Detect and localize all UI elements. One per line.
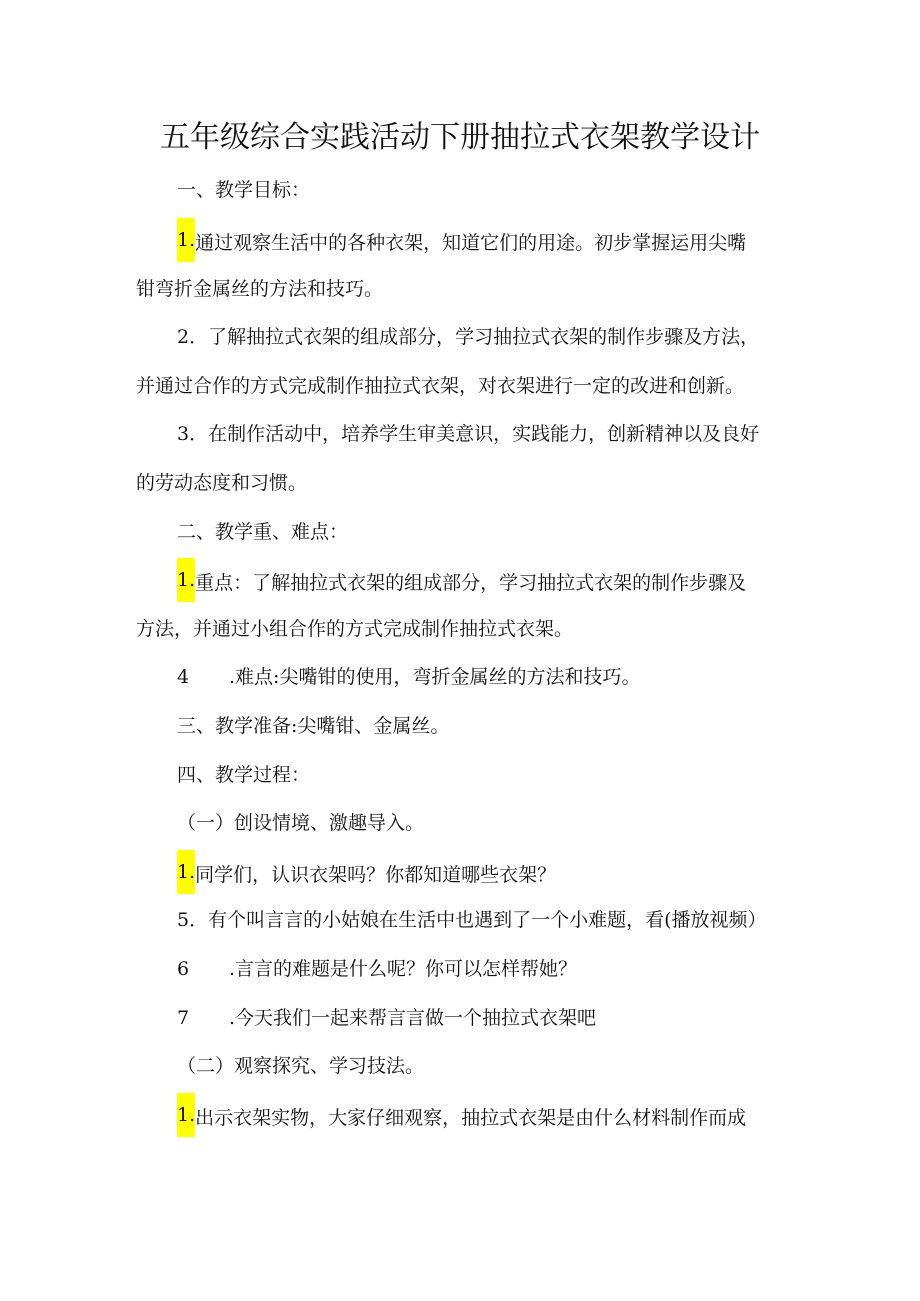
process-item-5: 5．有个叫言言的小姑娘在生活中也遇到了一个小难题，看(播放视频） <box>177 909 767 931</box>
key-point-2 <box>177 663 640 691</box>
subsection-heading-2: （二）观察探究、学习技法。 <box>177 1055 425 1077</box>
objective-3-line-1: 3．在制作活动中，培养学生审美意识，实践能力，创新精神以及良好 <box>177 423 760 445</box>
objective-3-line-2: 的劳动态度和习惯。 <box>136 472 308 494</box>
list-number-highlighted: 1. <box>177 850 195 894</box>
list-number-highlighted: 1. <box>177 218 195 262</box>
section-heading-process: 四、教学过程： <box>177 764 311 786</box>
section-heading-preparation: 三、教学准备:尖嘴钳、金属丝。 <box>177 715 450 737</box>
key-point-1-line-2: 方法，并通过小组合作的方式完成制作抽拉式衣架。 <box>136 618 574 640</box>
list-number: 6 <box>177 958 190 980</box>
process-item-7 <box>177 1004 596 1032</box>
observe-item-1-text: 出示衣架实物，大家仔细观察，抽拉式衣架是由什么材料制作而成 <box>195 1107 747 1129</box>
objective-1-text: 通过观察生活中的各种衣架，知道它们的用途。初步掌握运用尖嘴 <box>195 232 747 254</box>
section-heading-key-points: 二、教学重、难点： <box>177 521 349 543</box>
objective-2-line-1: 2．了解抽拉式衣架的组成部分，学习抽拉式衣架的制作步骤及方法， <box>177 326 760 348</box>
list-number: 7 <box>177 1007 190 1029</box>
key-point-2-text: .难点:尖嘴钳的使用，弯折金属丝的方法和技巧。 <box>229 666 641 688</box>
objective-1-line-2: 钳弯折金属丝的方法和技巧。 <box>136 278 384 300</box>
process-item-1 <box>177 858 556 894</box>
key-point-1-line-1 <box>177 566 746 602</box>
process-item-6 <box>177 955 577 983</box>
process-item-1-text: 同学们，认识衣架吗？你都知道哪些衣架？ <box>195 864 557 886</box>
objective-1-line-1 <box>177 226 746 262</box>
list-number-highlighted: 1. <box>177 1093 195 1137</box>
process-item-6-text: .言言的难题是什么呢？你可以怎样帮她？ <box>229 958 578 980</box>
observe-item-1 <box>177 1101 746 1137</box>
objective-2-line-2: 并通过合作的方式完成制作抽拉式衣架，对衣架进行一定的改进和创新。 <box>136 375 745 397</box>
subsection-heading-1: （一）创设情境、激趣导入。 <box>177 812 425 834</box>
key-point-1-text: 重点：了解抽拉式衣架的组成部分，学习抽拉式衣架的制作步骤及 <box>195 572 747 594</box>
process-item-7-text: .今天我们一起来帮言言做一个抽拉式衣架吧 <box>229 1007 597 1029</box>
list-number: 4 <box>177 666 190 688</box>
document-title: 五年级综合实践活动下册抽拉式衣架教学设计 <box>160 120 760 155</box>
list-number-highlighted: 1. <box>177 558 195 602</box>
section-heading-objectives: 一、教学目标： <box>177 179 311 201</box>
